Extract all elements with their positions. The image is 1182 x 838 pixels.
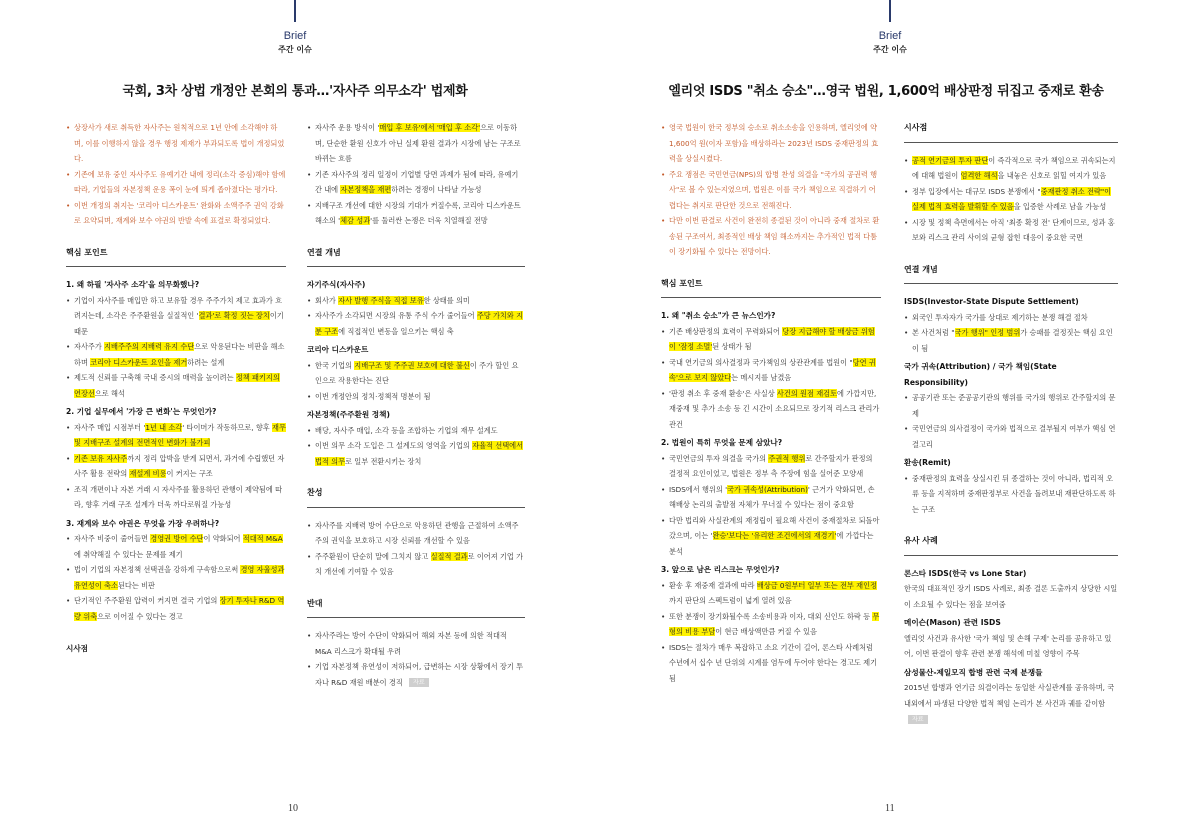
list-item: • 본 사건처럼 "국가 행위" 인정 범위가 승패를 결정짓는 핵심 요인이 됨 <box>904 325 1118 356</box>
list-item: • 회사가 자사 발행 주식을 직접 보유한 상태를 의미 <box>307 293 525 309</box>
list-item: • 기존 자사주의 정리 일정이 기업별 당면 과제가 됨에 따라, 유예기간 내에 자본정책을 재편하려는 경쟁이 나타날 가능성 <box>307 167 525 198</box>
intro-item: • 이번 개정의 취지는 '코리아 디스카운트' 완화와 소액주주 권익 강화로 요약되며, 재계와 보수 야권의 반발 속에 표결로 확정되었다. <box>66 198 286 229</box>
case-title: 삼성물산-제일모직 합병 관련 국제 분쟁들 <box>904 667 1043 677</box>
list-item: • 자사주가 지배주주의 지배력 유지 수단으로 악용된다는 비판을 해소하며 코리아 디스카운트 요인을 제거하려는 설계 <box>66 339 286 370</box>
list-item: • 환송 후 재중재 결과에 따라 배상금 0원부터 일부 또는 전부 재인정까지 판단의 스펙트럼이 넓게 열려 있음 <box>661 578 881 609</box>
list-item: • 자사주 매입 시점부터 '1년 내 소각' 타이머가 작동하므로, 향후 재무 및 지배구조 설계의 전면적인 변화가 불가피 <box>66 420 286 451</box>
question-heading: 2. 기업 실무에서 '가장 큰 변화'는 무엇인가? <box>66 407 217 416</box>
case-text: 2015년 합병과 연기금 의결이라는 동일한 사실관계를 공유하며, 국내외에서 파생된 다양한 법적 책임 논리가 본 사건과 궤를 같이함 자료 <box>904 683 1115 723</box>
concept-term: 환송(Remit) <box>904 458 951 467</box>
list-item: • 배당, 자사주 매입, 소각 등을 조합하는 기업의 재무 설계도 <box>307 423 525 439</box>
list-item: • 자사주 운용 방식이 '매입 후 보유'에서 '매입 후 소각'으로 이동하며, 단순한 환원 신호가 아닌 실제 환원 결과가 시장에 남는 구조로 바뀌는 흐름 <box>307 120 525 167</box>
page-11 <box>591 0 1182 838</box>
page-number: 10 <box>288 803 298 814</box>
article-title: 국회, 3차 상법 개정안 본회의 통과…'자사주 의무소각' 법제화 <box>122 84 468 99</box>
question-heading: 1. 왜 하필 '자사주 소각'을 의무화했나? <box>66 280 200 289</box>
section-heading-similar-cases: 유사 사례 <box>904 533 1118 556</box>
intro-item: • 영국 법원이 한국 정부의 승소로 취소소송을 인용하며, 엘리엇에 약 1,600억 원(이자 포함)을 배상하라는 2023년 ISDS 중재판정의 효력을 상실시켰다. <box>661 120 881 167</box>
intro-item: • 상장사가 새로 취득한 자사주는 원칙적으로 1년 안에 소각해야 하며, 이를 이행하지 않을 경우 행정 제재가 부과되도록 법이 개정되었다. <box>66 120 286 167</box>
list-item: • 외국인 투자자가 국가를 상대로 제기하는 분쟁 해결 절차 <box>904 310 1118 326</box>
case-title: 메이슨(Mason) 관련 ISDS <box>904 618 1001 627</box>
intro-item: • 다만 이번 판결로 사건이 완전히 종결된 것이 아니라 중재 절차로 환송된 구조여서, 최종적인 배상 책임 해소까지는 추가적인 법적 다툼이 장기화될 수 있다는 전망이다. <box>661 213 881 260</box>
list-item: • 기업이 자사주를 매입만 하고 보유할 경우 주주가치 제고 효과가 흐려지는데, 소각은 주주환원을 실질적인 '결과'로 확정 짓는 장치이기 때문 <box>66 293 286 340</box>
list-item: • 이번 개정안의 정치·정책적 명분이 됨 <box>307 389 525 405</box>
question-heading: 3. 앞으로 남은 리스크는 무엇인가? <box>661 565 780 574</box>
left-column <box>66 120 286 657</box>
list-item: • 또한 분쟁이 장기화될수록 소송비용과 이자, 대외 신인도 하락 등 무형의 비용 부담이 현금 배상액만큼 커질 수 있음 <box>661 609 881 640</box>
list-item: • 국민연금의 의사결정이 국가와 법적으로 결부될지 여부가 핵심 연결고리 <box>904 421 1118 452</box>
source-tag: 자료 <box>409 678 429 687</box>
list-item: • 주주환원이 단순히 말에 그치지 않고 실질적 결과로 이어져 기업 가치 개선에 기여할 수 있음 <box>307 549 525 580</box>
section-heading-pro: 찬성 <box>307 485 525 508</box>
question-heading: 1. 왜 "취소 승소"가 큰 뉴스인가? <box>661 311 776 320</box>
intro-item: • 주요 쟁점은 국민연금(NPS)의 합병 찬성 의결을 "국가의 공권력 행사"로 볼 수 있는지였으며, 법원은 이를 국가 책임으로 직결하기 어렵다는 취지로 판단한 것으로 전해진다. <box>661 167 881 214</box>
list-item: • 다만 법리와 사실관계의 재정립이 필요해 사건이 중재절차로 되돌아갔으며, 이는 '완승'보다는 '유리한 조건에서의 재경기'에 가깝다는 분석 <box>661 513 881 560</box>
list-item: • '판정 취소 후 중재 환송'은 사실상 사건의 원점 재검토에 가깝지만, 재중재 및 추가 소송 등 긴 시간이 소요되므로 장기적 리스크 관리가 관건 <box>661 386 881 433</box>
intro-summary <box>661 120 881 260</box>
list-item: • 국내 연기금의 의사결정과 국가책임의 상관관계를 법원이 "당연 귀속'으로 보지 않았다는 메시지를 남겼음 <box>661 355 881 386</box>
concept-term: 국가 귀속(Attribution) / 국가 책임(State Responsibility) <box>904 362 1057 387</box>
question-heading: 3. 재계와 보수 야권은 무엇을 가장 우려하나? <box>66 518 220 528</box>
weekly-issue-label: 주간 이슈 <box>278 45 312 54</box>
page-number: 11 <box>885 803 895 814</box>
list-item: • 조직 개편이나 자본 거래 시 자사주를 활용하던 관행이 제약됨에 따라, 향후 거래 구조 설계가 더욱 까다로워질 가능성 <box>66 482 286 513</box>
list-item: • 제도적 신뢰를 구축해 국내 증시의 매력을 높이려는 정책 패키지의 연장선으로 해석 <box>66 370 286 401</box>
concept-term: 자본정책(주주환원 정책) <box>307 410 390 419</box>
section-heading-concepts: 연결 개념 <box>904 262 1118 285</box>
article-title: 엘리엇 ISDS "취소 승소"…영국 법원, 1,600억 배상판정 뒤집고 중재로 환송 <box>668 84 1104 99</box>
section-heading-implications: 시사점 <box>904 120 1118 143</box>
right-column <box>904 120 1118 727</box>
list-item: • 공공기관 또는 준공공기관의 행위를 국가의 행위로 간주할지의 문제 <box>904 390 1118 421</box>
section-heading-concepts: 연결 개념 <box>307 245 525 268</box>
header-rule <box>889 0 891 22</box>
list-item: • 법이 기업의 자본정책 선택권을 강하게 구속함으로써 경영 자율성과 유연성이 축소된다는 비판 <box>66 562 286 593</box>
list-item: • 단기적인 주주환원 압력이 커지면 결국 기업의 장기 투자나 R&D 역량 위축으로 이어질 수 있다는 경고 <box>66 593 286 624</box>
concept-term: ISDS(Investor-State Dispute Settlement) <box>904 297 1079 306</box>
left-column <box>661 120 881 686</box>
concept-term: 자기주식(자사주) <box>307 280 366 289</box>
list-item: • 시장 및 정책 측면에서는 아직 '최종 확정 전' 단계이므로, 성과 홍보와 리스크 관리 사이의 균형 잡힌 대응이 중요한 국면 <box>904 215 1118 246</box>
list-item: • 기존 배상판정의 효력이 무력화되어 당장 지급해야 할 배상금 위험이 '잠정 소멸'된 상태가 됨 <box>661 324 881 355</box>
list-item: • 자사주라는 방어 수단이 약화되어 해외 자본 등에 의한 적대적 M&A 리스크가 확대될 우려 <box>307 628 525 659</box>
list-item: • ISDS는 절차가 매우 복잡하고 소요 기간이 길어, 론스타 사례처럼 수년에서 십수 년 단위의 시계를 염두에 두어야 한다는 경고도 제기됨 <box>661 640 881 687</box>
case-text: 한국의 대표적인 장기 ISDS 사례로, 최종 결론 도출까지 상당한 시일이 소요될 수 있다는 점을 보여줌 <box>904 584 1118 609</box>
section-heading-implications: 시사점 <box>66 644 89 653</box>
right-column <box>307 120 525 690</box>
question-heading: 2. 법원이 특히 무엇을 문제 삼았나? <box>661 438 783 447</box>
list-item: • 국민연금의 투자 의결을 국가의 주권적 행위로 간주할지가 판정의 결정적 요인이었고, 법원은 정부 측 주장에 힘을 실어준 모양새 <box>661 451 881 482</box>
case-title: 론스타 ISDS(한국 vs Lone Star) <box>904 568 1027 578</box>
list-item: • 자사주 비중이 줄어들면 경영권 방어 수단이 약화되어 적대적 M&A에 취약해질 수 있다는 문제를 제기 <box>66 531 286 562</box>
list-item: • 기존 보유 자사주까지 정리 압박을 받게 되면서, 과거에 수립했던 자사주 활용 전략의 재설계 비용이 커지는 구조 <box>66 451 286 482</box>
concept-term: 코리아 디스카운트 <box>307 345 369 354</box>
intro-summary <box>66 120 286 229</box>
section-heading-core-points: 핵심 포인트 <box>661 276 881 299</box>
list-item: • 지배구조 개선에 대한 시장의 기대가 커질수록, 코리아 디스카운트 해소의 '체감 성과'를 둘러싼 논쟁은 더욱 치열해질 전망 <box>307 198 525 229</box>
brief-label: Brief <box>283 30 307 42</box>
list-item: • 이번 의무 소각 도입은 그 설계도의 영역을 기업의 자율적 선택에서 법적 의무로 일부 전환시키는 장치 <box>307 438 525 469</box>
source-tag: 자료 <box>908 715 928 724</box>
list-item: • 자사주를 지배력 방어 수단으로 악용하던 관행을 근절하여 소액주주의 권익을 보호하고 시장 신뢰를 개선할 수 있음 <box>307 518 525 549</box>
section-heading-con: 반대 <box>307 596 525 619</box>
list-item: • 자사주가 소각되면 시장의 유통 주식 수가 줄어들어 주당 가치와 지분 구조에 직접적인 변동을 일으키는 핵심 축 <box>307 308 525 339</box>
list-item: • 중재판정의 효력을 상실시킨 뒤 종결하는 것이 아니라, 법리적 오류 등을 지적하며 중재판정부로 사건을 돌려보내 재판단하도록 하는 구조 <box>904 471 1118 518</box>
brief-label: Brief <box>878 30 902 42</box>
list-item: • 정부 입장에서는 대규모 ISDS 분쟁에서 "중재판정 취소 전략"이 실제 법적 효력을 발휘할 수 있음을 입증한 사례로 남을 가능성 <box>904 184 1118 215</box>
case-text: 엘리엇 사건과 유사한 '국가 책임 및 손해 구제' 논리를 공유하고 있어, 이번 판결이 향후 관련 분쟁 해석에 미칠 영향이 주목 <box>904 633 1112 658</box>
list-item: • 공적 연기금의 투자 판단이 즉각적으로 국가 책임으로 귀속되는지에 대해 법원이 엄격한 해석을 내놓은 신호로 읽힐 여지가 있음 <box>904 153 1118 184</box>
header-rule <box>294 0 296 22</box>
list-item: • 한국 기업의 지배구조 및 주주권 보호에 대한 불신이 주가 할인 요인으로 작용한다는 진단 <box>307 358 525 389</box>
weekly-issue-label: 주간 이슈 <box>873 45 907 54</box>
section-heading-core-points: 핵심 포인트 <box>66 245 286 268</box>
intro-item: • 기존에 보유 중인 자사주도 유예기간 내에 정리(소각 증심)해야 함에 따라, 기업들의 자본정책 운용 폭이 눈에 띄게 좁아졌다는 평가다. <box>66 167 286 198</box>
list-item: • ISDS에서 행위의 '국가 귀속성(Attribution)' 근거가 약화되면, 손해배상 논리의 출발점 자체가 무너질 수 있다는 점이 중요함 <box>661 482 881 513</box>
list-item: • 기업 자본정책 유연성이 저하되어, 급변하는 시장 상황에서 장기 투자나 R&D 재원 배분이 경직 자료 <box>307 659 525 690</box>
